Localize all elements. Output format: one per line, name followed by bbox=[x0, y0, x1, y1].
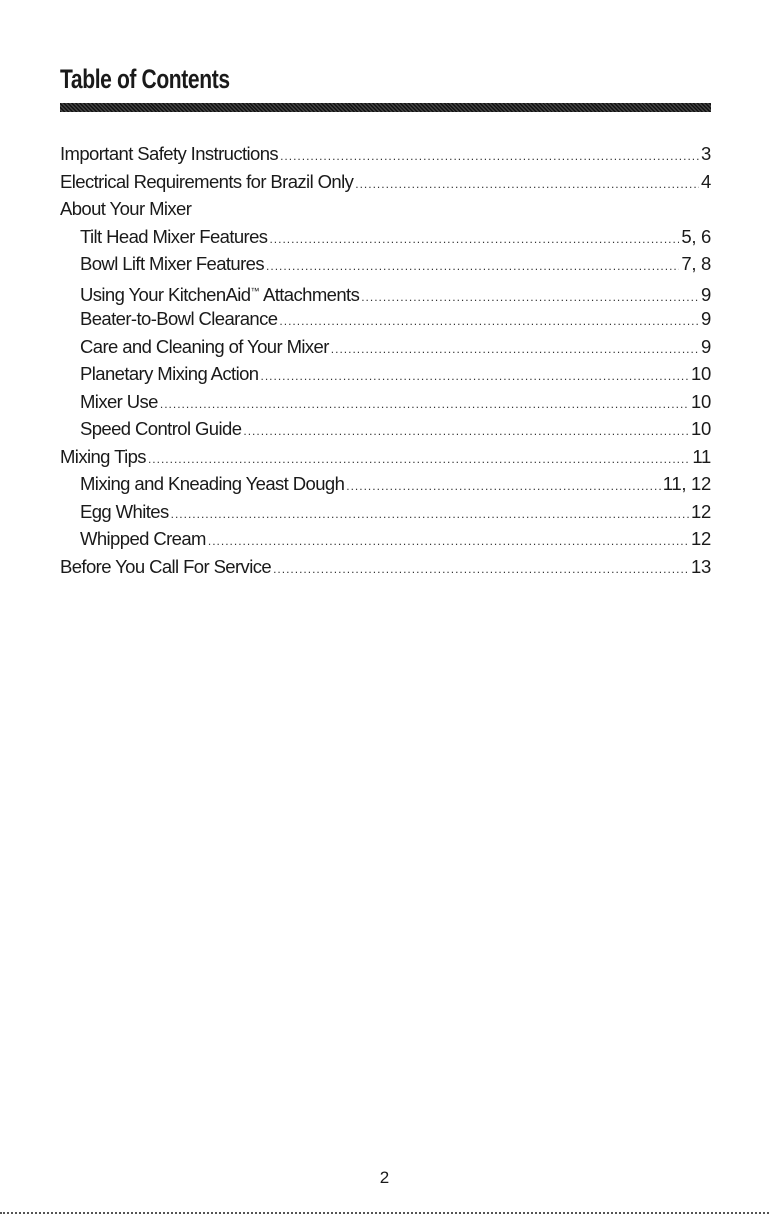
toc-subentry bbox=[60, 360, 711, 388]
toc-page-number: 9 bbox=[701, 335, 711, 357]
toc-entry-label-text: Beater-to-Bowl Clearance bbox=[80, 308, 278, 329]
page-number: 2 bbox=[379, 1168, 390, 1187]
toc-page-number: 10 bbox=[691, 363, 711, 384]
dot-leader bbox=[148, 446, 690, 474]
toc-page-number: 10 bbox=[691, 418, 711, 439]
toc-entry-label bbox=[80, 223, 267, 251]
toc-entry-label-suffix: Attachments bbox=[259, 283, 360, 305]
toc-entry-label bbox=[60, 553, 271, 581]
toc-entry-label bbox=[60, 195, 191, 223]
dot-leader bbox=[346, 473, 660, 501]
toc-subentry bbox=[60, 278, 711, 306]
trademark-symbol: ™ bbox=[250, 285, 260, 296]
toc-subentry bbox=[60, 333, 711, 361]
toc-entry-label-text: Mixing Tips bbox=[60, 445, 146, 467]
dot-leader bbox=[355, 171, 699, 199]
toc-page-number: 9 bbox=[701, 283, 711, 305]
toc-page-number: 11 bbox=[692, 445, 711, 467]
toc-page-number: 10 bbox=[691, 390, 711, 412]
toc-entry-label bbox=[80, 470, 344, 498]
dot-leader bbox=[171, 501, 689, 529]
toc-entry-label-text: Mixing and Kneading Yeast Dough bbox=[80, 473, 345, 494]
dot-leader bbox=[273, 556, 689, 584]
toc-page-number: 11, 12 bbox=[662, 473, 711, 494]
dot-leader bbox=[261, 363, 690, 391]
toc-entry bbox=[60, 168, 711, 196]
toc-entry-label bbox=[80, 305, 277, 333]
toc-entry-label bbox=[80, 498, 169, 526]
toc-entry-label-text: About Your Mixer bbox=[60, 198, 192, 219]
toc-entry-label bbox=[80, 525, 206, 553]
toc-entry-label-text: Speed Control Guide bbox=[80, 418, 242, 439]
toc-subentry bbox=[60, 388, 711, 416]
dot-leader bbox=[266, 253, 679, 281]
dot-leader bbox=[208, 528, 689, 556]
toc-subentry bbox=[60, 223, 711, 251]
dot-leader bbox=[269, 226, 679, 254]
toc-entry-label-text: Using Your KitchenAid bbox=[80, 283, 251, 305]
toc-entry-label bbox=[80, 278, 359, 309]
toc-subentry bbox=[60, 305, 711, 333]
toc-subentry bbox=[60, 525, 711, 553]
toc-subentry bbox=[60, 250, 711, 278]
toc-subentry bbox=[60, 498, 711, 526]
dot-leader bbox=[279, 308, 699, 336]
toc-entry-label bbox=[80, 360, 259, 388]
toc-entry-label-text: Mixer Use bbox=[80, 390, 158, 412]
toc-entry-label-text: Before You Call For Service bbox=[60, 555, 272, 577]
toc-page-number: 12 bbox=[691, 528, 711, 549]
table-of-contents bbox=[60, 140, 711, 580]
toc-entry-label-text: Tilt Head Mixer Features bbox=[80, 225, 268, 247]
toc-entry-label bbox=[60, 443, 146, 471]
toc-page-number: 3 bbox=[701, 143, 711, 164]
dot-leader bbox=[160, 391, 689, 419]
title-rule bbox=[60, 103, 711, 112]
toc-entry-label-text: Whipped Cream bbox=[80, 528, 206, 549]
toc-subentry bbox=[60, 470, 711, 498]
toc-entry bbox=[60, 195, 711, 223]
toc-entry-label-text: Important Safety Instructions bbox=[60, 143, 279, 164]
toc-page-number: 9 bbox=[701, 308, 711, 329]
toc-page-number: 5, 6 bbox=[681, 225, 711, 247]
toc-entry-label-text: Bowl Lift Mixer Features bbox=[80, 253, 265, 274]
toc-entry-label bbox=[80, 333, 329, 361]
page-title: Table of Contents bbox=[60, 64, 230, 94]
toc-page-number: 4 bbox=[701, 170, 711, 192]
toc-page-number: 12 bbox=[691, 500, 711, 522]
toc-entry-label bbox=[60, 168, 353, 196]
dot-leader bbox=[280, 143, 699, 171]
toc-entry bbox=[60, 443, 711, 471]
toc-entry bbox=[60, 553, 711, 581]
toc-entry-label bbox=[80, 250, 264, 278]
toc-entry-label-text: Care and Cleaning of Your Mixer bbox=[80, 335, 329, 357]
toc-entry bbox=[60, 140, 711, 168]
dot-leader bbox=[331, 336, 699, 364]
toc-entry-label-text: Planetary Mixing Action bbox=[80, 363, 259, 384]
toc-page-number: 7, 8 bbox=[681, 253, 711, 274]
toc-entry-label bbox=[60, 140, 278, 168]
toc-entry-label bbox=[80, 415, 241, 443]
dot-leader bbox=[243, 418, 689, 446]
toc-entry-label-text: Egg Whites bbox=[80, 500, 169, 522]
page-bottom-edge bbox=[0, 1212, 769, 1214]
toc-page-number: 13 bbox=[691, 555, 711, 577]
toc-entry-label bbox=[80, 388, 158, 416]
toc-entry-label-text: Electrical Requirements for Brazil Only bbox=[60, 170, 354, 192]
toc-subentry bbox=[60, 415, 711, 443]
